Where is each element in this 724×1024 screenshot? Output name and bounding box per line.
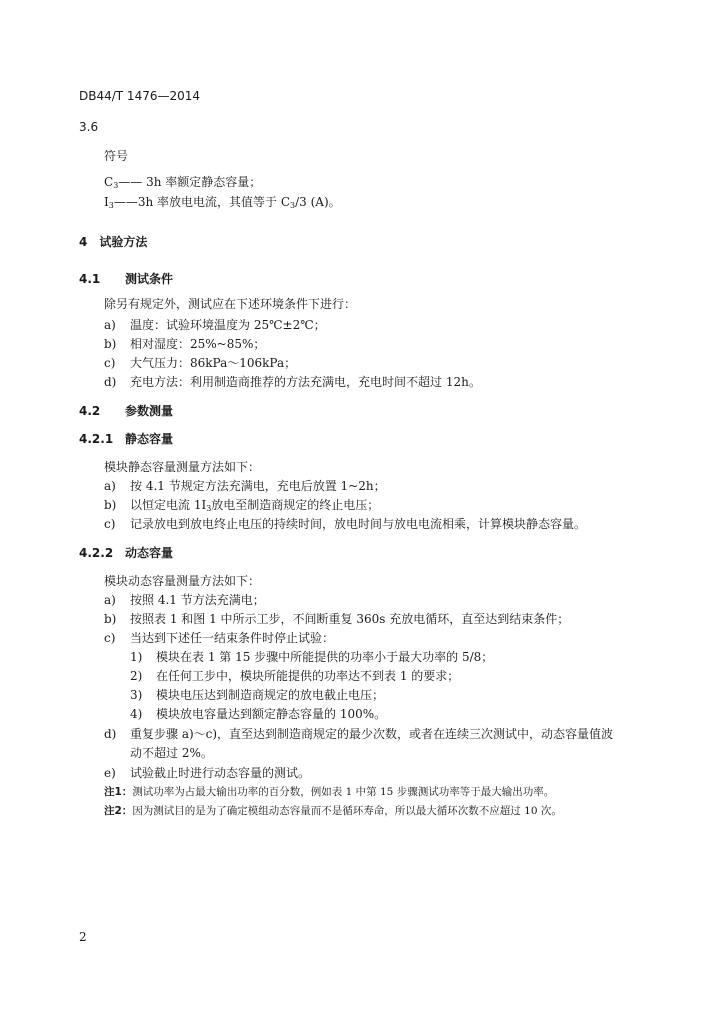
- symbol-i3-definition-subscript: 3: [290, 201, 296, 210]
- note-1-text: 测试功率为占最大输出功率的百分数，例如表 1 中第 15 步骤测试功率等于最大输出功率。: [132, 786, 555, 798]
- section-4-2-1-heading: [79, 432, 173, 446]
- sub-item-label: 2): [130, 669, 143, 683]
- item-label: a): [104, 479, 116, 493]
- symbol-i3-line: [104, 195, 341, 209]
- list-item: [104, 766, 310, 780]
- page-number: 2: [79, 930, 87, 944]
- item-text-line-1: 重复步骤 a)～c)，直至达到制造商规定的最少次数，或者在连续三次测试中，动态容量值波: [130, 727, 614, 741]
- section-4-2-heading: [79, 404, 173, 418]
- item-label: e): [104, 766, 116, 780]
- sub-item-text: 模块放电容量达到额定静态容量的 100%。: [156, 707, 387, 721]
- sub-list-item: [130, 688, 384, 702]
- section-3-6-number: 3.6: [79, 120, 99, 134]
- item-text: 大气压力：86kPa～106kPa；: [130, 356, 297, 370]
- list-item: [104, 479, 386, 493]
- section-4-2-1-number: 4.2.1: [79, 432, 114, 446]
- item-text: 充电方法：利用制造商推荐的方法充满电，充电时间不超过 12h。: [130, 375, 481, 389]
- list-item: [104, 498, 379, 512]
- symbol-i3-definition-a: ——3h 率放电电流，其值等于 C: [113, 195, 291, 209]
- item-text-a: 以恒定电流 1I: [130, 498, 207, 512]
- item-text: 按照表 1 和图 1 中所示工步，不间断重复 360s 充放电循环，直至达到结束条件；: [130, 612, 570, 626]
- section-4-2-2-number: 4.2.2: [79, 546, 114, 560]
- sub-item-text: 在任何工步中，模块所能提供的功率达不到表 1 的要求；: [156, 669, 460, 683]
- sub-item-label: 1): [130, 650, 143, 664]
- symbol-c3-line: [104, 175, 261, 189]
- sub-item-label: 3): [130, 688, 143, 702]
- note-2: [104, 804, 562, 818]
- list-item: [104, 593, 265, 607]
- symbol-c3-definition: —— 3h 率额定静态容量；: [118, 175, 262, 189]
- symbol-i3-definition-b: /3 (A)。: [295, 195, 341, 209]
- list-item: [104, 612, 569, 626]
- section-4-2-2-title: 动态容量: [125, 546, 174, 560]
- sub-item-text: 模块电压达到制造商规定的放电截止电压；: [156, 688, 385, 702]
- item-label: b): [104, 498, 117, 512]
- list-item: [104, 727, 613, 741]
- item-label: b): [104, 337, 117, 351]
- item-text-line-2: 动不超过 2%。: [130, 746, 213, 760]
- section-3-6-title: 符号: [104, 149, 129, 163]
- sub-item-label: 4): [130, 707, 143, 721]
- note-1-label: 注1：: [104, 786, 133, 798]
- symbol-c3-subscript: 3: [113, 181, 119, 190]
- section-4-1-heading: [79, 272, 173, 286]
- item-text-b: 放电至制造商规定的终止电压；: [211, 498, 380, 512]
- item-label: b): [104, 612, 117, 626]
- section-4-heading: 4 试验方法: [79, 235, 148, 249]
- item-label: a): [104, 593, 116, 607]
- symbol-i3: I: [104, 195, 109, 209]
- document-code: DB44/T 1476—2014: [79, 89, 201, 103]
- item-text: 当达到下述任一结束条件时停止试验：: [130, 631, 335, 645]
- symbol-c3: C: [104, 175, 114, 189]
- list-item: [104, 337, 265, 351]
- item-label: d): [104, 727, 117, 741]
- sub-list-item: [130, 669, 459, 683]
- section-4-2-number: 4.2: [79, 404, 101, 418]
- item-text-subscript: 3: [206, 504, 212, 513]
- item-text: 按照 4.1 节方法充满电；: [130, 593, 265, 607]
- item-label: d): [104, 375, 117, 389]
- section-4-1-intro: 除另有规定外，测试应在下述环境条件下进行：: [104, 297, 357, 311]
- list-item: [104, 356, 296, 370]
- item-text: 相对湿度：25%~85%；: [130, 337, 266, 351]
- note-2-text: 因为测试目的是为了确定模组动态容量而不是循环寿命，所以最大循环次数不应超过 10 次。: [132, 805, 562, 817]
- item-label: c): [104, 356, 116, 370]
- list-item: [104, 318, 326, 332]
- note-2-label: 注2：: [104, 805, 133, 817]
- sub-list-item: [130, 650, 493, 664]
- list-item: [104, 517, 586, 531]
- item-text: 温度：试验环境温度为 25℃±2℃；: [130, 318, 326, 332]
- symbol-i3-subscript: 3: [108, 201, 114, 210]
- item-text: 记录放电到放电终止电压的持续时间，放电时间与放电电流相乘，计算模块静态容量。: [130, 517, 587, 531]
- item-text: 试验截止时进行动态容量的测试。: [130, 766, 311, 780]
- note-1: [104, 785, 554, 799]
- item-text: 按 4.1 节规定方法充满电，充电后放置 1~2h；: [130, 479, 386, 493]
- item-label: c): [104, 631, 116, 645]
- section-4-2-1-intro: 模块静态容量测量方法如下：: [104, 460, 261, 474]
- section-4-2-title: 参数测量: [125, 404, 174, 418]
- section-4-1-number: 4.1: [79, 272, 101, 286]
- list-item: [104, 631, 334, 645]
- list-item: [104, 375, 481, 389]
- section-4-2-2-heading: [79, 546, 173, 560]
- section-4-2-1-title: 静态容量: [125, 432, 174, 446]
- item-label: c): [104, 517, 116, 531]
- section-4-2-2-intro: 模块动态容量测量方法如下：: [104, 574, 261, 588]
- sub-list-item: [130, 707, 386, 721]
- sub-item-text: 模块在表 1 第 15 步骤中所能提供的功率小于最大功率的 5/8；: [156, 650, 494, 664]
- section-4-1-title: 测试条件: [125, 272, 174, 286]
- item-label: a): [104, 318, 116, 332]
